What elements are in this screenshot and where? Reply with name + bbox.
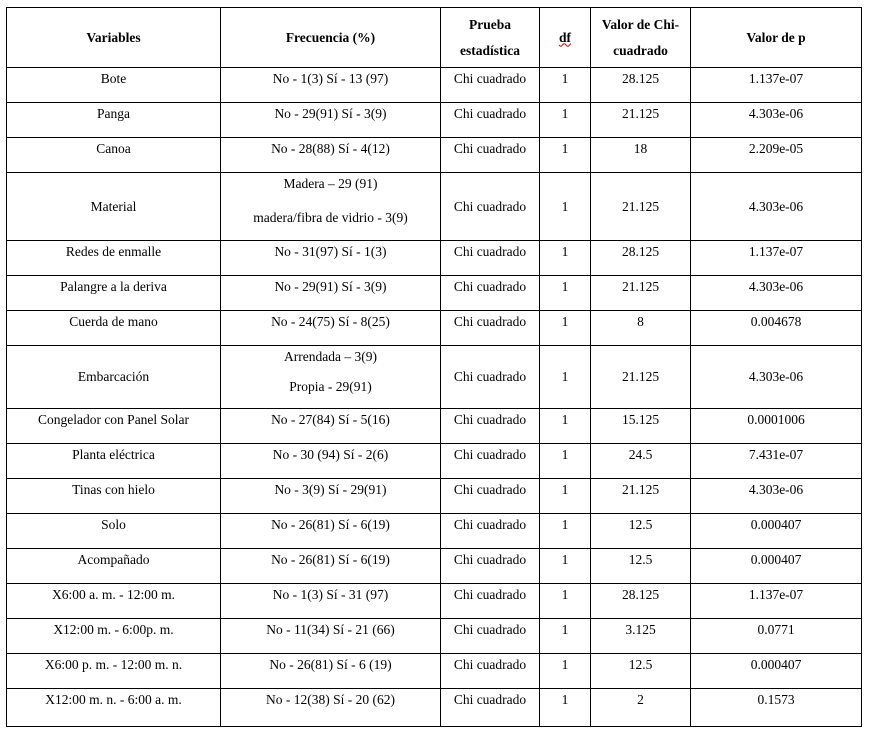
cell-prueba: [441, 241, 540, 276]
cell-chi-text: 28.125: [621, 244, 660, 259]
cell-prueba-text: Chi cuadrado: [453, 198, 527, 214]
header-chi-line2: cuadrado: [613, 42, 668, 58]
cell-p: [691, 584, 862, 619]
cell-p: [691, 68, 862, 103]
cell-p-text: 4.303e-06: [748, 369, 804, 384]
frecuencia-line: Madera – 29 (91): [283, 176, 378, 191]
cell-frecuencia: [221, 444, 441, 479]
cell-frecuencia: [221, 241, 441, 276]
cell-df-text: 1: [561, 517, 569, 532]
cell-variable-text: X12:00 m. n. - 6:00 a. m.: [45, 692, 182, 707]
cell-prueba: [441, 584, 540, 619]
table-row: [7, 173, 862, 241]
cell-prueba-text: Chi cuadrado: [453, 71, 527, 86]
frecuencia-line: No - 30 (94) Sí - 2(6): [272, 447, 389, 462]
cell-p-text: 4.303e-06: [748, 106, 804, 121]
cell-df-text: 1: [561, 447, 569, 462]
cell-p: [691, 689, 862, 727]
cell-variable-text: Congelador con Panel Solar: [37, 412, 190, 427]
cell-prueba-text: Chi cuadrado: [453, 447, 527, 462]
cell-chi: [591, 173, 691, 241]
frecuencia-line: No - 28(88) Sí - 4(12): [271, 141, 390, 156]
table-row: [7, 409, 862, 444]
cell-variable-text: Embarcación: [77, 369, 150, 384]
table-row: [7, 68, 862, 103]
cell-df-text: 1: [561, 244, 569, 259]
cell-variable-text: Cuerda de mano: [69, 314, 158, 329]
cell-frecuencia: [221, 584, 441, 619]
cell-chi-text: 12.5: [628, 517, 653, 532]
cell-prueba: [441, 68, 540, 103]
cell-df-text: 1: [561, 412, 569, 427]
cell-variable: [7, 514, 221, 549]
cell-frecuencia: [221, 346, 441, 409]
cell-df: [540, 173, 591, 241]
cell-chi-text: 21.125: [621, 369, 660, 384]
table-row: [7, 689, 862, 727]
cell-variable-text: X6:00 p. m. - 12:00 m. n.: [44, 657, 183, 672]
cell-df: [540, 689, 591, 727]
cell-chi-text: 12.5: [628, 657, 653, 672]
cell-frecuencia: [221, 619, 441, 654]
cell-chi: [591, 68, 691, 103]
cell-p-text: 1.137e-07: [748, 244, 804, 259]
table-row: [7, 346, 862, 409]
cell-df: [540, 479, 591, 514]
cell-p-text: 0.0001006: [747, 412, 805, 427]
cell-chi-text: 8: [637, 314, 644, 329]
cell-p-text: 4.303e-06: [748, 198, 804, 214]
table-row: [7, 549, 862, 584]
cell-p-text: 0.000407: [750, 517, 802, 532]
cell-prueba-text: Chi cuadrado: [453, 141, 527, 156]
frecuencia-line: No - 3(9) Sí - 29(91): [274, 482, 387, 497]
cell-df-text: 1: [561, 279, 569, 294]
cell-prueba: [441, 689, 540, 727]
cell-prueba: [441, 479, 540, 514]
cell-variable-text: Redes de enmalle: [65, 244, 162, 259]
cell-prueba: [441, 311, 540, 346]
cell-prueba: [441, 514, 540, 549]
frecuencia-line: No - 11(34) Sí - 21 (66): [266, 622, 395, 637]
cell-variable: [7, 138, 221, 173]
cell-chi-text: 21.125: [621, 482, 660, 497]
cell-p: [691, 409, 862, 444]
cell-chi: [591, 549, 691, 584]
cell-frecuencia: [221, 409, 441, 444]
cell-prueba: [441, 444, 540, 479]
header-df: [540, 8, 591, 68]
cell-p: [691, 241, 862, 276]
cell-p: [691, 619, 862, 654]
cell-variable: [7, 346, 221, 409]
cell-variable-text: Canoa: [96, 141, 131, 156]
cell-df-text: 1: [561, 587, 569, 602]
cell-df-text: 1: [561, 369, 569, 384]
cell-variable-text: Bote: [100, 71, 127, 86]
cell-df: [540, 241, 591, 276]
table-row: [7, 241, 862, 276]
cell-chi: [591, 444, 691, 479]
frecuencia-line: No - 24(75) Sí - 8(25): [271, 314, 390, 329]
cell-df-text: 1: [561, 71, 569, 86]
cell-df: [540, 68, 591, 103]
header-prueba-line2: estadística: [460, 42, 520, 58]
cell-frecuencia: [221, 138, 441, 173]
table-row: [7, 584, 862, 619]
cell-prueba-text: Chi cuadrado: [453, 106, 527, 121]
frecuencia-line: No - 31(97) Sí - 1(3): [274, 244, 387, 259]
header-df-label: df: [558, 29, 571, 45]
cell-variable: [7, 619, 221, 654]
cell-p: [691, 103, 862, 138]
table-row: [7, 444, 862, 479]
cell-df: [540, 619, 591, 654]
cell-chi-text: 28.125: [621, 587, 660, 602]
cell-frecuencia: [221, 479, 441, 514]
cell-variable-text: Palangre a la deriva: [60, 279, 167, 294]
cell-chi: [591, 479, 691, 514]
cell-df-text: 1: [561, 552, 569, 567]
cell-p: [691, 173, 862, 241]
cell-prueba: [441, 654, 540, 689]
header-chi: [591, 8, 691, 68]
frecuencia-line: No - 26(81) Sí - 6 (19): [269, 657, 392, 672]
cell-df: [540, 276, 591, 311]
cell-chi-text: 18: [633, 141, 648, 156]
header-p: Valor de p: [691, 8, 862, 68]
cell-p-text: 0.000407: [750, 552, 802, 567]
header-prueba: [441, 8, 540, 68]
cell-p-text: 0.000407: [750, 657, 802, 672]
cell-chi: [591, 514, 691, 549]
cell-df: [540, 584, 591, 619]
cell-df: [540, 654, 591, 689]
cell-frecuencia: [221, 173, 441, 241]
cell-variable-text: Acompañado: [77, 552, 150, 567]
cell-variable: [7, 103, 221, 138]
cell-prueba: [441, 346, 540, 409]
table-row: [7, 276, 862, 311]
cell-variable: [7, 584, 221, 619]
cell-p: [691, 549, 862, 584]
cell-p: [691, 444, 862, 479]
cell-prueba-text: Chi cuadrado: [453, 482, 527, 497]
frecuencia-line: madera/fibra de vidrio - 3(9): [253, 210, 408, 225]
cell-df-text: 1: [561, 657, 569, 672]
cell-p-text: 0.004678: [750, 314, 802, 329]
frecuencia-line: No - 26(81) Sí - 6(19): [271, 552, 390, 567]
cell-frecuencia: [221, 68, 441, 103]
cell-prueba-text: Chi cuadrado: [453, 279, 527, 294]
cell-prueba: [441, 103, 540, 138]
cell-p: [691, 654, 862, 689]
cell-variable: [7, 549, 221, 584]
frecuencia-line: No - 12(38) Sí - 20 (62): [266, 692, 395, 707]
frecuencia-line: No - 1(3) Sí - 13 (97): [272, 71, 389, 86]
cell-df: [540, 346, 591, 409]
cell-df: [540, 103, 591, 138]
cell-p: [691, 514, 862, 549]
cell-chi-text: 3.125: [625, 622, 656, 637]
cell-variable: [7, 276, 221, 311]
cell-chi-text: 12.5: [628, 552, 653, 567]
cell-chi: [591, 619, 691, 654]
cell-prueba-text: Chi cuadrado: [453, 622, 527, 637]
frecuencia-line: No - 26(81) Sí - 6(19): [271, 517, 390, 532]
cell-chi-text: 21.125: [621, 106, 660, 121]
cell-p-text: 1.137e-07: [748, 71, 804, 86]
cell-p: [691, 276, 862, 311]
frecuencia-line: Propia - 29(91): [289, 379, 372, 394]
cell-df-text: 1: [561, 692, 569, 707]
cell-variable: [7, 409, 221, 444]
cell-variable: [7, 68, 221, 103]
cell-chi-text: 15.125: [621, 412, 660, 427]
cell-variable-text: Solo: [101, 517, 126, 532]
cell-variable-text: Planta eléctrica: [72, 447, 155, 462]
cell-df-text: 1: [561, 314, 569, 329]
frecuencia-line: Arrendada – 3(9): [284, 349, 377, 364]
header-chi-line1: Valor de Chi-: [601, 16, 680, 32]
cell-frecuencia: [221, 276, 441, 311]
cell-chi: [591, 276, 691, 311]
cell-chi: [591, 654, 691, 689]
cell-frecuencia: [221, 311, 441, 346]
cell-prueba-text: Chi cuadrado: [453, 552, 527, 567]
cell-frecuencia: [221, 654, 441, 689]
cell-chi-text: 21.125: [621, 198, 660, 214]
cell-df: [540, 409, 591, 444]
table-row: [7, 514, 862, 549]
header-frecuencia: Frecuencia (%): [221, 8, 441, 68]
cell-df: [540, 138, 591, 173]
cell-df-text: 1: [561, 106, 569, 121]
cell-df: [540, 444, 591, 479]
cell-prueba: [441, 549, 540, 584]
cell-variable-text: Material: [90, 198, 137, 214]
cell-df-text: 1: [561, 141, 569, 156]
cell-variable-text: X6:00 a. m. - 12:00 m.: [52, 587, 175, 602]
cell-chi: [591, 689, 691, 727]
cell-df: [540, 311, 591, 346]
table-row: [7, 311, 862, 346]
cell-variable: [7, 311, 221, 346]
cell-chi: [591, 311, 691, 346]
chi-square-results-table: [6, 7, 862, 727]
cell-chi-text: 24.5: [628, 447, 653, 462]
cell-variable-text: Tinas con hielo: [72, 482, 155, 497]
cell-chi-text: 21.125: [621, 279, 660, 294]
cell-p-text: 4.303e-06: [748, 482, 804, 497]
cell-chi: [591, 409, 691, 444]
cell-chi: [591, 346, 691, 409]
cell-prueba-text: Chi cuadrado: [453, 314, 527, 329]
cell-frecuencia: [221, 549, 441, 584]
table-row: [7, 103, 862, 138]
cell-p: [691, 311, 862, 346]
cell-p: [691, 138, 862, 173]
cell-variable-text: Panga: [97, 106, 130, 121]
cell-prueba: [441, 276, 540, 311]
cell-p: [691, 479, 862, 514]
cell-prueba-text: Chi cuadrado: [453, 692, 527, 707]
frecuencia-line: No - 1(3) Sí - 31 (97): [272, 587, 389, 602]
cell-p: [691, 346, 862, 409]
cell-variable: [7, 479, 221, 514]
cell-prueba-text: Chi cuadrado: [453, 369, 527, 384]
cell-frecuencia: [221, 103, 441, 138]
header-variables: Variables: [7, 8, 221, 68]
cell-df-text: 1: [561, 482, 569, 497]
cell-variable: [7, 444, 221, 479]
cell-df-text: 1: [561, 622, 569, 637]
cell-chi: [591, 241, 691, 276]
cell-prueba-text: Chi cuadrado: [453, 587, 527, 602]
cell-p-text: 2.209e-05: [748, 141, 804, 156]
cell-p-text: 0.0771: [757, 622, 795, 637]
table-row: [7, 479, 862, 514]
cell-prueba: [441, 409, 540, 444]
table-row: [7, 138, 862, 173]
header-row: [7, 8, 862, 68]
cell-prueba-text: Chi cuadrado: [453, 657, 527, 672]
cell-prueba-text: Chi cuadrado: [453, 412, 527, 427]
cell-frecuencia: [221, 689, 441, 727]
table-row: [7, 654, 862, 689]
cell-chi: [591, 103, 691, 138]
cell-frecuencia: [221, 514, 441, 549]
cell-p-text: 0.1573: [757, 692, 795, 707]
cell-variable: [7, 689, 221, 727]
cell-variable: [7, 173, 221, 241]
frecuencia-line: No - 29(91) Sí - 3(9): [274, 279, 387, 294]
cell-p-text: 4.303e-06: [748, 279, 804, 294]
cell-chi-text: 2: [637, 692, 644, 707]
cell-prueba-text: Chi cuadrado: [453, 517, 527, 532]
cell-df: [540, 514, 591, 549]
table-row: [7, 619, 862, 654]
frecuencia-line: No - 29(91) Sí - 3(9): [274, 106, 387, 121]
frecuencia-line: No - 27(84) Sí - 5(16): [271, 412, 390, 427]
cell-prueba: [441, 173, 540, 241]
header-prueba-line1: Prueba: [469, 16, 511, 32]
cell-chi-text: 28.125: [621, 71, 660, 86]
cell-chi: [591, 138, 691, 173]
cell-p-text: 7.431e-07: [748, 447, 804, 462]
cell-variable: [7, 241, 221, 276]
cell-df-text: 1: [561, 198, 569, 214]
cell-prueba: [441, 619, 540, 654]
cell-variable: [7, 654, 221, 689]
cell-chi: [591, 584, 691, 619]
cell-prueba-text: Chi cuadrado: [453, 244, 527, 259]
cell-variable-text: X12:00 m. - 6:00p. m.: [53, 622, 174, 637]
cell-p-text: 1.137e-07: [748, 587, 804, 602]
cell-df: [540, 549, 591, 584]
cell-prueba: [441, 138, 540, 173]
